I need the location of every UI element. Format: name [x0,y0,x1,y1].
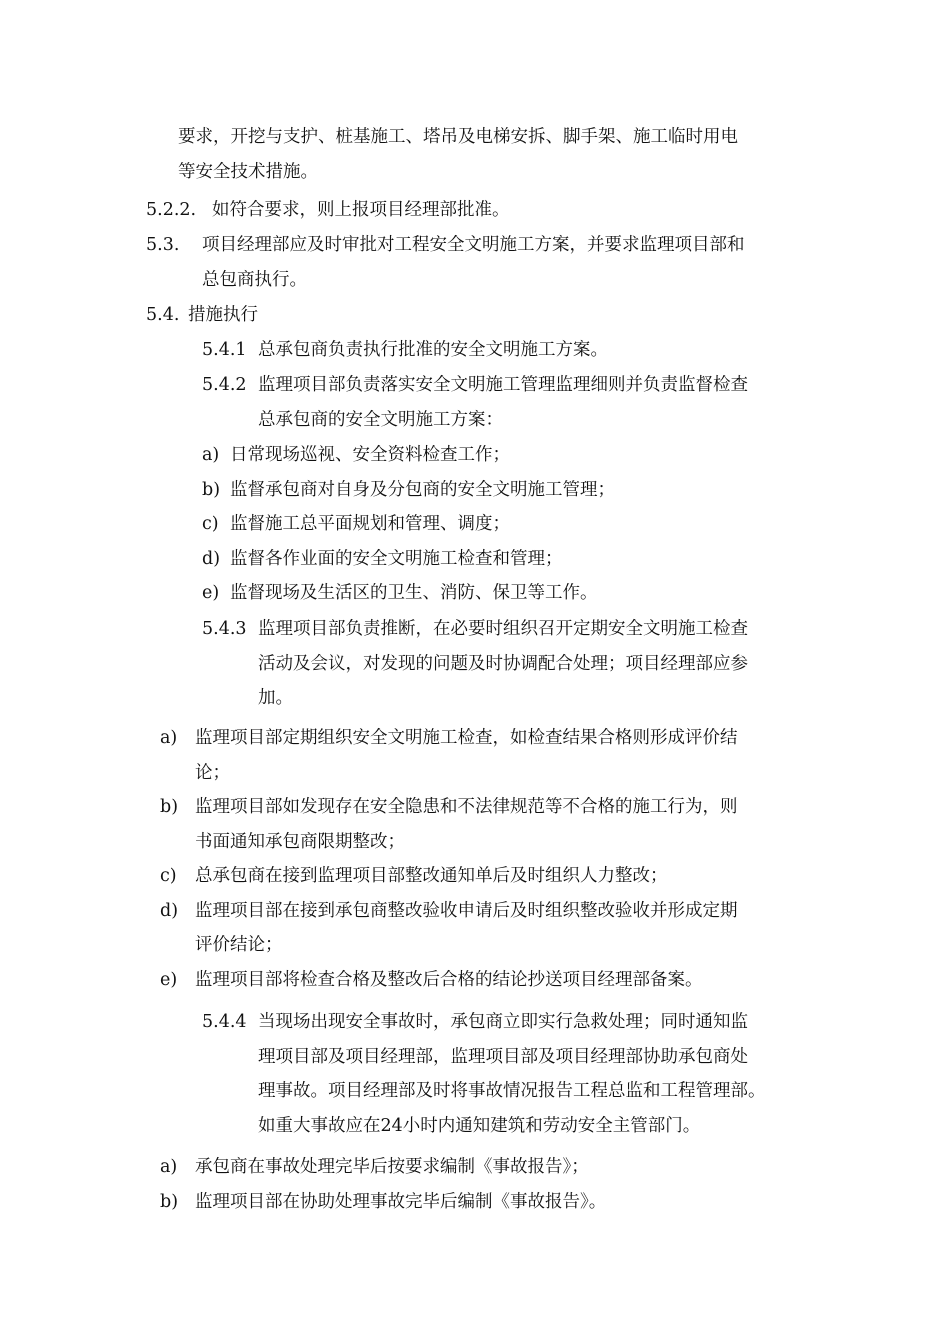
list-text: 监理项目部定期组织安全文明施工检查，如检查结果合格则形成评价结 [195,728,738,748]
section-text: 项目经理部应及时审批对工程安全文明施工方案，并要求监理项目部和 [202,235,745,255]
list-label: e) [160,969,178,990]
section-number: 5.4.4 [202,1012,247,1032]
list-label: a) [202,445,220,465]
list-text: 书面通知承包商限期整改； [195,831,405,852]
section-text: 如重大事故应在24小时内通知建筑和劳动安全主管部门。 [258,1115,701,1136]
list-label: b) [160,797,179,817]
section-text: 监理项目部负责推断，在必要时组织召开定期安全文明施工检查 [258,619,748,639]
list-text: 监督各作业面的安全文明施工检查和管理； [230,548,563,569]
list-text: 评价结论； [195,935,283,955]
section-text: 总承包商的安全文明施工方案： [258,409,503,430]
section-text: 当现场出现安全事故时，承包商立即实行急救处理；同时通知监 [258,1012,748,1032]
list-text: 监督现场及生活区的卫生、消防、保卫等工作。 [230,583,598,603]
list-label: d) [160,900,179,921]
list-label: b) [160,1191,179,1212]
list-text: 监理项目部在协助处理事故完毕后编制《事故报告》。 [195,1191,607,1212]
section-text: 如符合要求，则上报项目经理部批准。 [212,200,510,220]
section-text: 加。 [258,688,293,708]
list-text: 监理项目部在接到承包商整改验收申请后及时组织整改验收并形成定期 [195,900,738,921]
text-line: 要求，开挖与支护、桩基施工、塔吊及电梯安拆、脚手架、施工临时用电 [178,127,738,147]
section-number: 5.4.3 [202,619,247,639]
section-text: 活动及会议，对发现的问题及时协调配合处理；项目经理部应参 [258,653,748,674]
list-label: e) [202,583,220,603]
section-text: 总承包商负责执行批准的安全文明施工方案。 [258,340,608,360]
section-text: 总包商执行。 [202,269,307,290]
list-text: 总承包商在接到监理项目部整改通知单后及时组织人力整改； [195,866,668,886]
list-text: 日常现场巡视、安全资料检查工作； [230,445,510,465]
section-number: 5.3. [146,235,180,255]
section-number: 5.4. [146,305,180,325]
section-number: 5.4.2 [202,375,247,395]
list-text: 监督承包商对自身及分包商的安全文明施工管理； [230,479,615,500]
section-number: 5.4.1 [202,340,247,360]
section-text: 理项目部及项目经理部，监理项目部及项目经理部协助承包商处 [258,1046,748,1067]
list-text: 监理项目部将检查合格及整改后合格的结论抄送项目经理部备案。 [195,969,703,990]
section-text: 监理项目部负责落实安全文明施工管理监理细则并负责监督检查 [258,375,748,395]
list-text: 论； [195,762,230,783]
section-heading: 措施执行 [188,305,258,325]
list-label: c) [160,866,177,886]
list-label: a) [160,728,178,748]
section-number: 5.2.2. [146,200,197,220]
section-text: 理事故。项目经理部及时将事故情况报告工程总监和工程管理部。 [258,1081,766,1101]
list-text: 承包商在事故处理完毕后按要求编制《事故报告》； [195,1157,589,1177]
list-label: d) [202,548,221,569]
text-line: 等安全技术措施。 [178,161,318,182]
list-text: 监理项目部如发现存在安全隐患和不法律规范等不合格的施工行为，则 [195,797,738,817]
list-label: b) [202,479,221,500]
list-label: c) [202,514,219,534]
list-label: a) [160,1157,178,1177]
list-text: 监督施工总平面规划和管理、调度； [230,514,510,534]
